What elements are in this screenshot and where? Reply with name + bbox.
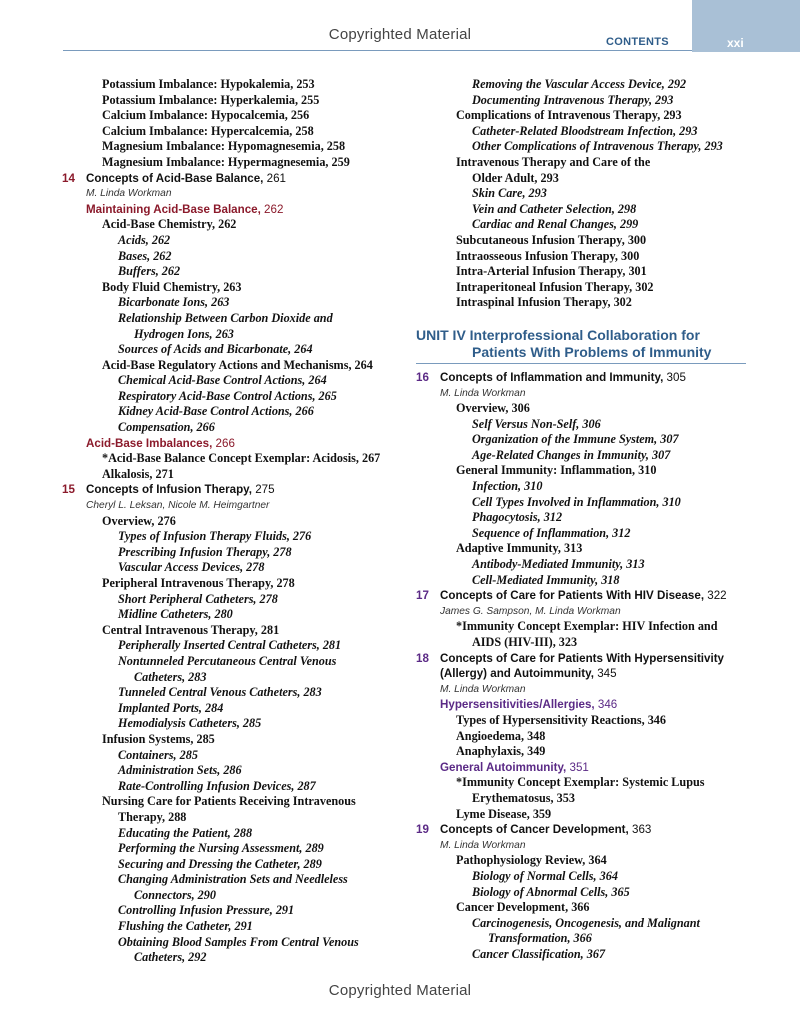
entry-text: Acid-Base Chemistry, 262	[102, 217, 237, 232]
toc-entry	[62, 763, 402, 779]
toc-entry	[416, 619, 756, 635]
toc-entry	[62, 108, 402, 124]
entry-text: General Immunity: Inflammation, 310	[456, 463, 657, 478]
section-heading	[62, 202, 402, 218]
page-number: xxi	[727, 36, 744, 50]
entry-text: Kidney Acid-Base Control Actions, 266	[118, 404, 314, 419]
entry-page-number: 305	[666, 370, 686, 384]
toc-entry	[416, 479, 756, 495]
toc-entry	[416, 108, 756, 124]
entry-text: Connectors, 290	[134, 887, 216, 902]
entry-text: Magnesium Imbalance: Hypermagnesemia, 259	[102, 154, 350, 169]
toc-entry	[416, 463, 756, 479]
toc-entry	[62, 888, 402, 904]
chapter-author	[62, 498, 402, 514]
toc-entry	[416, 93, 756, 109]
entry-page-number: 275	[255, 483, 275, 497]
entry-text: Phagocytosis, 312	[472, 510, 563, 525]
toc-entry	[416, 573, 756, 589]
chapter-number: 16	[416, 370, 429, 384]
entry-page-number: 363	[632, 823, 652, 837]
entry-text: Potassium Imbalance: Hypokalemia, 253	[102, 77, 315, 91]
toc-entry	[416, 495, 756, 511]
toc-entry	[416, 77, 756, 93]
toc-entry	[416, 186, 756, 202]
toc-entry	[62, 295, 402, 311]
toc-left-column	[62, 77, 402, 966]
entry-text: Concepts of Acid-Base Balance,	[86, 171, 264, 185]
entry-text: Erythematosus, 353	[472, 790, 575, 805]
entry-text: Concepts of Inflammation and Immunity,	[440, 370, 664, 384]
chapter-number: 19	[416, 823, 429, 837]
toc-entry	[416, 916, 756, 932]
toc-entry	[416, 295, 756, 311]
toc-entry	[416, 233, 756, 249]
toc-entry	[62, 264, 402, 280]
section-heading	[416, 697, 756, 713]
toc-entry	[416, 900, 756, 916]
entry-text: Body Fluid Chemistry, 263	[102, 279, 242, 294]
entry-text: Maintaining Acid-Base Balance,	[86, 202, 261, 216]
entry-text: Tunneled Central Venous Catheters, 283	[118, 685, 322, 700]
chapter-title	[62, 171, 402, 187]
toc-entry	[62, 685, 402, 701]
section-heading	[416, 760, 756, 776]
entry-text: Intravenous Therapy and Care of the	[456, 154, 651, 169]
entry-text: Catheters, 283	[134, 669, 207, 684]
toc-entry	[416, 947, 756, 963]
entry-text: Hydrogen Ions, 263	[134, 326, 234, 341]
toc-entry	[62, 420, 402, 436]
chapter-author	[416, 604, 756, 620]
toc-right-bottom-list	[416, 370, 756, 963]
toc-entry	[62, 576, 402, 592]
toc-entry	[416, 744, 756, 760]
entry-text: Other Complications of Intravenous Therapy, 293	[472, 139, 723, 154]
toc-entry	[62, 233, 402, 249]
toc-entry	[416, 280, 756, 296]
entry-text: *Immunity Concept Exemplar: Systemic Lupus	[456, 775, 705, 790]
entry-text: Buffers, 262	[118, 264, 181, 279]
toc-entry	[62, 935, 402, 951]
entry-text: Calcium Imbalance: Hypercalcemia, 258	[102, 123, 314, 138]
chapter-title	[416, 588, 756, 604]
entry-text: Securing and Dressing the Catheter, 289	[118, 856, 322, 871]
toc-entry	[62, 529, 402, 545]
entry-text: Educating the Patient, 288	[118, 825, 253, 840]
entry-text: Transformation, 366	[488, 931, 592, 946]
entry-text: Cancer Development, 366	[456, 900, 590, 915]
toc-entry	[62, 779, 402, 795]
toc-entry	[62, 451, 402, 467]
toc-entry	[62, 545, 402, 561]
toc-entry	[416, 729, 756, 745]
entry-text: Rate-Controlling Infusion Devices, 287	[118, 778, 316, 793]
entry-text: Catheters, 292	[134, 950, 207, 965]
entry-text: Cancer Classification, 367	[472, 946, 606, 961]
entry-text: *Immunity Concept Exemplar: HIV Infection and	[456, 619, 718, 634]
entry-text: Implanted Ports, 284	[118, 700, 224, 715]
toc-entry	[416, 448, 756, 464]
entry-text: Bases, 262	[118, 248, 172, 263]
copyright-notice-top: Copyrighted Material	[328, 26, 472, 43]
entry-text: General Autoimmunity,	[440, 760, 567, 774]
entry-text: Nursing Care for Patients Receiving Intravenous	[102, 794, 356, 809]
entry-text: Cheryl L. Leksan, Nicole M. Heimgartner	[86, 500, 270, 512]
entry-text: Angioedema, 348	[456, 728, 546, 743]
entry-text: Sequence of Inflammation, 312	[472, 525, 631, 540]
entry-text: AIDS (HIV-III), 323	[472, 635, 578, 649]
entry-text: Chemical Acid-Base Control Actions, 264	[118, 373, 327, 388]
chapter-number: 14	[62, 171, 75, 185]
toc-entry	[416, 124, 756, 140]
section-heading	[62, 436, 402, 452]
toc-entry	[62, 732, 402, 748]
chapter-title	[416, 822, 756, 838]
entry-text: Intraosseous Infusion Therapy, 300	[456, 248, 640, 263]
entry-text: M. Linda Workman	[440, 839, 526, 851]
toc-entry	[416, 713, 756, 729]
entry-text: Removing the Vascular Access Device, 292	[472, 77, 687, 91]
entry-text: Vein and Catheter Selection, 298	[472, 201, 637, 216]
entry-text: Intraspinal Infusion Therapy, 302	[456, 295, 632, 310]
toc-entry	[416, 541, 756, 557]
entry-text: M. Linda Workman	[440, 683, 526, 695]
entry-text: Intra-Arterial Infusion Therapy, 301	[456, 264, 647, 279]
toc-entry	[62, 592, 402, 608]
entry-text: Infection, 310	[472, 479, 543, 494]
entry-text: Self Versus Non-Self, 306	[472, 416, 601, 431]
toc-entry	[62, 654, 402, 670]
entry-text: Types of Infusion Therapy Fluids, 276	[118, 529, 312, 544]
entry-text: Cell-Mediated Immunity, 318	[472, 572, 620, 587]
entry-text: Types of Hypersensitivity Reactions, 346	[456, 712, 666, 727]
entry-text: M. Linda Workman	[86, 188, 172, 200]
entry-text: Older Adult, 293	[472, 170, 559, 185]
chapter-number: 17	[416, 589, 429, 603]
chapter-number: 18	[416, 651, 429, 665]
chapter-author	[62, 186, 402, 202]
toc-entry	[62, 404, 402, 420]
toc-entry	[62, 124, 402, 140]
toc-entry	[416, 401, 756, 417]
toc-entry	[416, 432, 756, 448]
chapter-title	[416, 651, 756, 667]
toc-entry	[416, 526, 756, 542]
entry-text: Magnesium Imbalance: Hypomagnesemia, 258	[102, 139, 346, 154]
entry-text: Sources of Acids and Bicarbonate, 264	[118, 342, 313, 357]
entry-text: Antibody-Mediated Immunity, 313	[472, 557, 645, 572]
toc-entry	[62, 280, 402, 296]
entry-text: Calcium Imbalance: Hypocalcemia, 256	[102, 108, 310, 123]
entry-text: Acid-Base Regulatory Actions and Mechanisms, 264	[102, 357, 373, 372]
entry-text: Bicarbonate Ions, 263	[118, 295, 230, 310]
toc-entry	[62, 701, 402, 717]
entry-text: Changing Administration Sets and Needleless	[118, 872, 348, 887]
toc-right-column	[416, 77, 756, 962]
toc-entry	[62, 358, 402, 374]
unit-heading-line-1: UNIT IV Interprofessional Collaboration for	[416, 326, 700, 343]
chapter-title	[416, 370, 756, 386]
toc-entry	[62, 514, 402, 530]
entry-text: Skin Care, 293	[472, 186, 547, 201]
toc-entry	[62, 139, 402, 155]
entry-page-number: 261	[266, 171, 286, 185]
entry-text: Nontunneled Percutaneous Central Venous	[118, 653, 337, 668]
entry-text: Containers, 285	[118, 747, 198, 762]
toc-entry	[416, 139, 756, 155]
entry-text: Biology of Normal Cells, 364	[472, 868, 618, 883]
entry-text: Peripheral Intravenous Therapy, 278	[102, 576, 295, 590]
entry-text: Compensation, 266	[118, 420, 215, 435]
entry-text: Respiratory Acid-Base Control Actions, 265	[118, 388, 337, 403]
entry-text: Potassium Imbalance: Hyperkalemia, 255	[102, 92, 320, 107]
entry-text: Lyme Disease, 359	[456, 806, 552, 821]
entry-text: Subcutaneous Infusion Therapy, 300	[456, 232, 647, 247]
entry-page-number: 262	[264, 202, 284, 216]
toc-entry	[416, 217, 756, 233]
toc-entry	[416, 853, 756, 869]
entry-text: Hypersensitivities/Allergies,	[440, 698, 595, 712]
toc-entry	[416, 510, 756, 526]
entry-text: Alkalosis, 271	[102, 466, 174, 481]
entry-text: Cell Types Involved in Inflammation, 310	[472, 494, 681, 509]
toc-entry	[416, 775, 756, 791]
unit-heading-rule	[416, 363, 746, 364]
toc-entry	[62, 342, 402, 358]
entry-text: Midline Catheters, 280	[118, 607, 233, 622]
toc-entry	[416, 171, 756, 187]
toc-entry	[62, 794, 402, 810]
entry-text: Pathophysiology Review, 364	[456, 853, 607, 868]
entry-text: Complications of Intravenous Therapy, 293	[456, 108, 682, 123]
entry-text: Cardiac and Renal Changes, 299	[472, 217, 639, 232]
unit-heading-line-2: Patients With Problems of Immunity	[472, 343, 712, 360]
chapter-author	[416, 838, 756, 854]
toc-entry	[62, 93, 402, 109]
toc-entry	[62, 903, 402, 919]
entry-text: Performing the Nursing Assessment, 289	[118, 841, 324, 856]
entry-text: Age-Related Changes in Immunity, 307	[472, 447, 671, 462]
entry-text: Vascular Access Devices, 278	[118, 560, 265, 575]
entry-text: Administration Sets, 286	[118, 763, 242, 778]
entry-text: Therapy, 288	[118, 809, 187, 824]
entry-text: Hemodialysis Catheters, 285	[118, 716, 262, 731]
entry-text: Biology of Abnormal Cells, 365	[472, 884, 630, 899]
entry-text: Concepts of Care for Patients With Hypersensitivity	[440, 651, 725, 665]
toc-entry	[62, 638, 402, 654]
entry-text: Infusion Systems, 285	[102, 731, 215, 746]
toc-entry	[62, 373, 402, 389]
entry-text: Adaptive Immunity, 313	[456, 541, 583, 556]
toc-entry	[62, 77, 402, 93]
toc-entry	[62, 826, 402, 842]
entry-page-number: 322	[707, 589, 727, 603]
entry-text: Flushing the Catheter, 291	[118, 919, 253, 934]
toc-entry	[416, 264, 756, 280]
toc-entry	[416, 635, 756, 651]
toc-entry	[416, 791, 756, 807]
entry-text: Acid-Base Imbalances,	[86, 436, 213, 450]
page-number-tab	[692, 0, 800, 52]
chapter-number: 15	[62, 483, 75, 497]
toc-entry	[62, 623, 402, 639]
running-header-title: CONTENTS	[606, 36, 669, 48]
entry-text: Obtaining Blood Samples From Central Venous	[118, 934, 359, 949]
toc-entry	[62, 919, 402, 935]
entry-text: Intraperitoneal Infusion Therapy, 302	[456, 279, 654, 294]
entry-text: Peripherally Inserted Central Catheters, 281	[118, 638, 342, 653]
toc-entry	[62, 467, 402, 483]
entry-page-number: 345	[597, 667, 617, 681]
toc-entry	[62, 716, 402, 732]
toc-entry	[62, 560, 402, 576]
entry-text: Short Peripheral Catheters, 278	[118, 591, 278, 606]
chapter-title	[62, 482, 402, 498]
toc-entry	[416, 155, 756, 171]
entry-text: Documenting Intravenous Therapy, 293	[472, 92, 674, 107]
entry-text: Concepts of Infusion Therapy,	[86, 483, 252, 497]
toc-entry	[62, 748, 402, 764]
entry-text: Controlling Infusion Pressure, 291	[118, 903, 295, 918]
toc-entry	[62, 249, 402, 265]
toc-entry	[62, 155, 402, 171]
entry-page-number: 346	[597, 698, 618, 712]
entry-text: Overview, 276	[102, 513, 176, 528]
toc-entry	[416, 885, 756, 901]
chapter-author	[416, 682, 756, 698]
entry-text: Central Intravenous Therapy, 281	[102, 622, 280, 637]
toc-entry	[416, 931, 756, 947]
entry-text: Acids, 262	[118, 232, 171, 247]
copyright-notice-bottom: Copyrighted Material	[328, 982, 472, 999]
entry-text: (Allergy) and Autoimmunity,	[440, 667, 594, 681]
entry-text: M. Linda Workman	[440, 387, 526, 399]
entry-page-number: 266	[215, 436, 235, 450]
toc-entry	[416, 869, 756, 885]
toc-entry	[62, 327, 402, 343]
entry-text: *Acid-Base Balance Concept Exemplar: Acidosis, 267	[102, 451, 381, 466]
toc-entry	[416, 557, 756, 573]
toc-entry	[62, 872, 402, 888]
entry-text: James G. Sampson, M. Linda Workman	[440, 605, 621, 617]
entry-text: Overview, 306	[456, 401, 530, 416]
toc-entry	[62, 857, 402, 873]
chapter-author	[416, 386, 756, 402]
toc-entry	[62, 607, 402, 623]
toc-entry	[416, 249, 756, 265]
toc-entry	[416, 417, 756, 433]
toc-entry	[62, 810, 402, 826]
entry-text: Organization of the Immune System, 307	[472, 432, 679, 447]
entry-text: Relationship Between Carbon Dioxide and	[118, 310, 333, 325]
entry-text: Carcinogenesis, Oncogenesis, and Malignant	[472, 915, 700, 930]
entry-text: Prescribing Infusion Therapy, 278	[118, 544, 292, 559]
entry-text: Anaphylaxis, 349	[456, 744, 546, 759]
toc-entry	[62, 950, 402, 966]
chapter-title	[416, 666, 756, 682]
header-rule	[63, 50, 693, 51]
toc-entry	[62, 670, 402, 686]
toc-entry	[62, 389, 402, 405]
toc-right-top-list	[416, 77, 756, 311]
entry-page-number: 351	[569, 760, 589, 774]
toc-entry	[62, 311, 402, 327]
entry-text: Catheter-Related Bloodstream Infection, 293	[472, 123, 698, 138]
toc-entry	[62, 217, 402, 233]
toc-entry	[62, 841, 402, 857]
entry-text: Concepts of Care for Patients With HIV Disease,	[440, 589, 705, 603]
toc-entry	[416, 807, 756, 823]
toc-entry	[416, 202, 756, 218]
entry-text: Concepts of Cancer Development,	[440, 823, 629, 837]
